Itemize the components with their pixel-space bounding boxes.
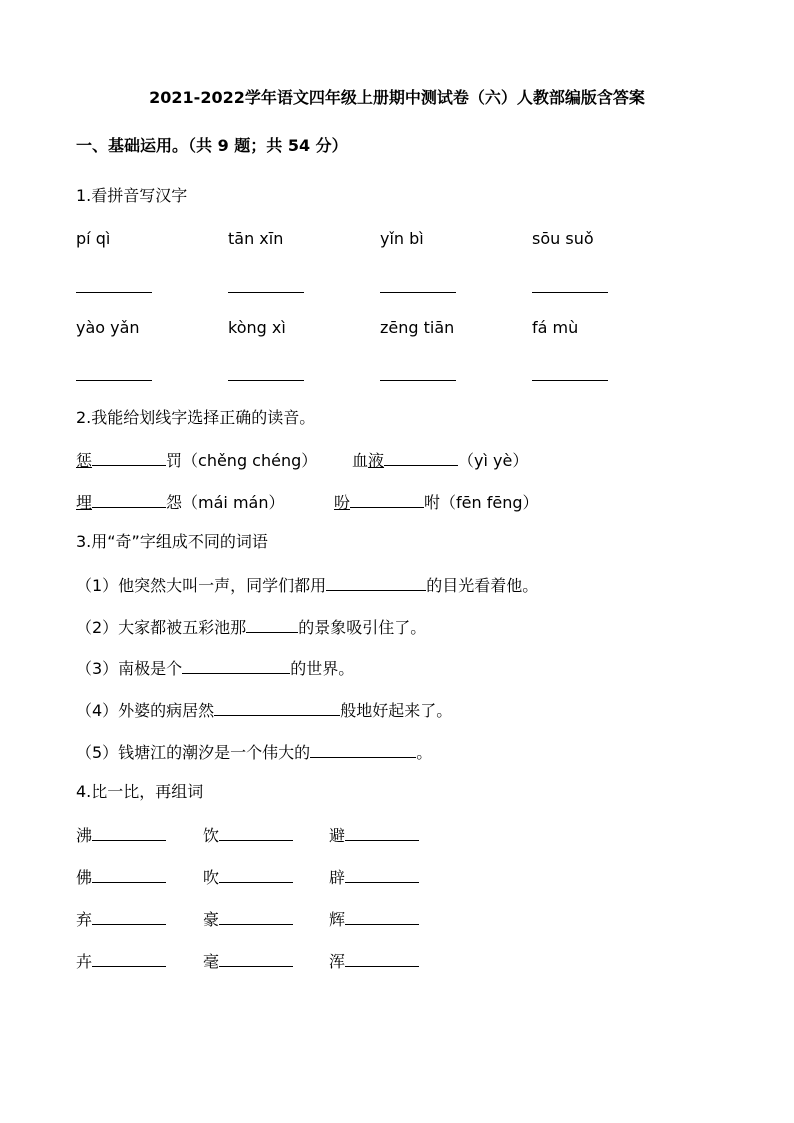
answer-blank[interactable] <box>92 491 166 508</box>
compare-item <box>76 950 166 972</box>
reading-options: 罚（chěng chéng） <box>166 451 318 470</box>
compare-char: 弃 <box>76 910 93 929</box>
answer-blank[interactable] <box>219 908 293 925</box>
fill-sentence <box>76 741 432 763</box>
answer-blank[interactable] <box>182 657 290 674</box>
pinyin-item: zēng tiān <box>380 318 455 337</box>
sentence-text: 的目光看着他。 <box>426 576 539 595</box>
answer-blank[interactable] <box>345 866 419 883</box>
pinyin-item: yào yǎn <box>76 318 140 337</box>
section-heading: 一、基础运用。（共 9 题；共 54 分） <box>76 136 348 155</box>
compare-item <box>76 866 166 888</box>
compare-char: 卉 <box>76 952 93 971</box>
answer-blank[interactable] <box>326 574 426 591</box>
pinyin-item: pí qì <box>76 229 111 248</box>
compare-char: 豪 <box>203 910 220 929</box>
answer-blank[interactable] <box>380 364 456 381</box>
compare-char: 吹 <box>203 868 220 887</box>
answer-blank[interactable] <box>92 908 166 925</box>
compare-item <box>203 908 293 930</box>
answer-blank[interactable] <box>246 616 298 633</box>
compare-char: 佛 <box>76 868 93 887</box>
question-3-heading: 3.用“奇”字组成不同的词语 <box>76 532 268 551</box>
compare-item <box>203 950 293 972</box>
answer-blank[interactable] <box>92 449 166 466</box>
compare-item <box>76 908 166 930</box>
compare-item <box>203 824 293 846</box>
answer-blank[interactable] <box>92 824 166 841</box>
sentence-text: 般地好起来了。 <box>340 701 453 720</box>
compare-char: 辉 <box>329 910 346 929</box>
compare-char: 饮 <box>203 826 220 845</box>
compare-char: 毫 <box>203 952 220 971</box>
compare-item <box>329 950 419 972</box>
answer-blank[interactable] <box>345 950 419 967</box>
pinyin-item: fá mù <box>532 318 579 337</box>
sentence-text: （2）大家都被五彩池那 <box>76 618 247 637</box>
underlined-char: 惩 <box>76 451 93 470</box>
answer-blank[interactable] <box>345 824 419 841</box>
compare-char: 浑 <box>329 952 346 971</box>
sentence-text: 。 <box>416 743 433 762</box>
underlined-char: 液 <box>368 451 385 470</box>
reading-item <box>76 449 317 471</box>
sentence-text: （4）外婆的病居然 <box>76 701 215 720</box>
answer-blank[interactable] <box>76 276 152 293</box>
reading-options: （yì yè） <box>458 451 529 470</box>
compare-item <box>203 866 293 888</box>
answer-blank[interactable] <box>214 699 340 716</box>
answer-blank[interactable] <box>228 364 304 381</box>
answer-blank[interactable] <box>92 950 166 967</box>
pinyin-item: sōu suǒ <box>532 229 594 248</box>
sentence-text: （5）钱塘江的潮汐是一个伟大的 <box>76 743 311 762</box>
answer-blank[interactable] <box>380 276 456 293</box>
reading-item <box>352 449 528 471</box>
sentence-text: 的景象吸引住了。 <box>298 618 427 637</box>
page-title: 2021-2022学年语文四年级上册期中测试卷（六）人教部编版含答案 <box>149 88 645 107</box>
reading-item <box>334 491 539 513</box>
compare-char: 沸 <box>76 826 93 845</box>
answer-blank[interactable] <box>76 364 152 381</box>
fill-sentence <box>76 574 538 596</box>
compare-item <box>329 824 419 846</box>
question-1-heading: 1.看拼音写汉字 <box>76 186 188 205</box>
answer-blank[interactable] <box>384 449 458 466</box>
answer-blank[interactable] <box>219 950 293 967</box>
fill-sentence <box>76 616 426 638</box>
underlined-char: 吩 <box>334 493 351 512</box>
answer-blank[interactable] <box>92 866 166 883</box>
compare-item <box>329 908 419 930</box>
reading-prefix: 血 <box>352 451 369 470</box>
answer-blank[interactable] <box>310 741 416 758</box>
answer-blank[interactable] <box>345 908 419 925</box>
compare-char: 辟 <box>329 868 346 887</box>
answer-blank[interactable] <box>532 276 608 293</box>
compare-item <box>329 866 419 888</box>
question-4-heading: 4.比一比，再组词 <box>76 782 204 801</box>
reading-item <box>76 491 284 513</box>
fill-sentence <box>76 699 452 721</box>
pinyin-item: yǐn bì <box>380 229 424 248</box>
answer-blank[interactable] <box>532 364 608 381</box>
compare-char: 避 <box>329 826 346 845</box>
compare-item <box>76 824 166 846</box>
answer-blank[interactable] <box>350 491 424 508</box>
pinyin-item: kòng xì <box>228 318 286 337</box>
reading-options: 怨（mái mán） <box>166 493 285 512</box>
pinyin-item: tān xīn <box>228 229 284 248</box>
answer-blank[interactable] <box>219 824 293 841</box>
question-2-heading: 2.我能给划线字选择正确的读音。 <box>76 408 316 427</box>
answer-blank[interactable] <box>219 866 293 883</box>
underlined-char: 埋 <box>76 493 93 512</box>
fill-sentence <box>76 657 354 679</box>
reading-options: 咐（fēn fēng） <box>424 493 539 512</box>
sentence-text: （1）他突然大叫一声，同学们都用 <box>76 576 327 595</box>
answer-blank[interactable] <box>228 276 304 293</box>
sentence-text: （3）南极是个 <box>76 659 183 678</box>
sentence-text: 的世界。 <box>290 659 355 678</box>
